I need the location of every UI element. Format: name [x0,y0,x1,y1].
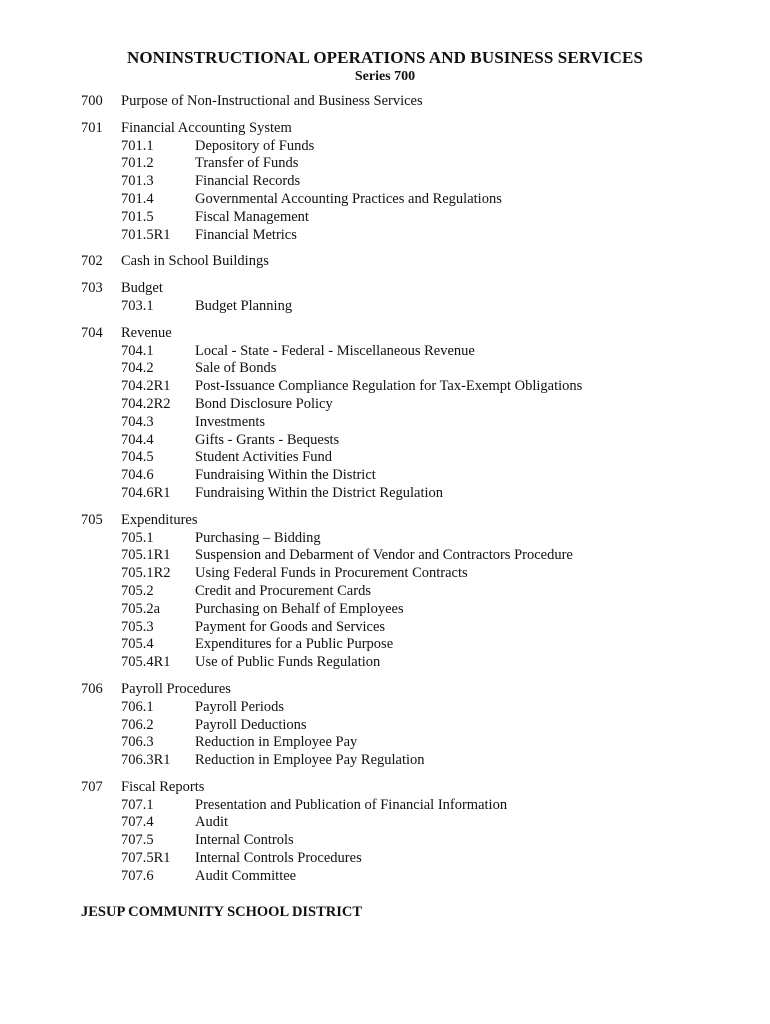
policy-entry [81,227,721,245]
policy-entry [81,191,721,209]
policy-entry [81,814,721,832]
policy-title: Fundraising Within the District Regulation [195,484,444,501]
policy-entry [81,396,721,414]
section-number: 704 [81,324,103,341]
policy-entry [81,583,721,601]
policy-entry [81,138,721,156]
policy-entry [81,717,721,735]
policy-number: 701.3 [121,173,154,190]
policy-title: Payroll Periods [195,698,285,715]
policy-number: 705.2a [121,600,161,617]
policy-entry [81,173,721,191]
section-title: Financial Accounting System [121,119,292,136]
policy-entry [81,467,721,485]
policy-entry [81,530,721,548]
policy-entry [81,209,721,227]
policy-number: 704.5 [121,449,154,466]
section-number: 702 [81,253,103,270]
policy-entry [81,155,721,173]
policy-title: Expenditures for a Public Purpose [195,636,394,653]
policy-number: 706.1 [121,698,154,715]
policy-number: 701.5R1 [121,226,171,243]
section-title: Budget [121,280,163,297]
policy-entry [81,343,721,361]
section-heading [81,253,721,271]
policy-title: Suspension and Debarment of Vendor and Contractors Procedure [195,547,573,564]
section-title: Expenditures [121,511,198,528]
policy-number: 704.3 [121,413,154,430]
policy-title: Gifts - Grants - Bequests [195,431,340,448]
policy-entry [81,619,721,637]
section-number: 700 [81,93,103,109]
policy-entry [81,699,721,717]
policy-title: Financial Metrics [195,226,297,243]
policy-number: 704.6R1 [121,484,171,501]
policy-number: 704.2 [121,360,154,377]
policy-entry [81,547,721,565]
section-number: 705 [81,511,103,528]
section-heading [81,512,721,530]
section-705 [81,512,721,672]
policy-number: 707.5 [121,832,154,849]
policy-number: 704.4 [121,431,154,448]
policy-entry [81,734,721,752]
district-name: JESUP COMMUNITY SCHOOL DISTRICT [81,904,363,920]
policy-title: Credit and Procurement Cards [195,582,371,599]
section-title: Cash in School Buildings [121,253,269,270]
policy-number: 701.4 [121,190,154,207]
policy-title: Governmental Accounting Practices and Regulations [195,190,502,207]
policy-entry [81,797,721,815]
policy-entry [81,752,721,770]
policy-title: Local - State - Federal - Miscellaneous Revenue [195,342,475,359]
policy-number: 704.2R1 [121,378,171,395]
section-706 [81,681,721,770]
policy-title: Depository of Funds [195,137,315,154]
section-heading [81,325,721,343]
policy-entry [81,298,721,316]
table-of-contents [81,93,721,895]
page-title: NONINSTRUCTIONAL OPERATIONS AND BUSINESS SERVICES [126,48,643,67]
policy-number: 703.1 [121,297,154,314]
policy-title: Reduction in Employee Pay [195,734,358,751]
policy-entry [81,654,721,672]
policy-title: Budget Planning [195,297,293,314]
policy-number: 701.5 [121,208,154,225]
policy-title: Fiscal Management [195,208,309,225]
section-702 [81,253,721,271]
policy-number: 705.1R1 [121,547,171,564]
section-704 [81,325,721,503]
policy-title: Financial Records [195,173,301,190]
policy-title: Internal Controls [195,832,294,849]
policy-number: 705.2 [121,582,154,599]
policy-number: 701.2 [121,155,154,172]
policy-entry [81,850,721,868]
policy-title: Investments [195,413,266,430]
policy-title: Transfer of Funds [195,155,299,172]
policy-entry [81,601,721,619]
policy-title: Audit [195,814,229,831]
policy-title: Use of Public Funds Regulation [195,654,381,671]
section-703 [81,280,721,316]
section-title: Revenue [121,324,172,341]
policy-number: 706.3R1 [121,752,171,769]
policy-entry [81,414,721,432]
policy-number: 704.1 [121,342,154,359]
section-number: 703 [81,280,103,297]
section-701 [81,120,721,245]
policy-title: Internal Controls Procedures [195,850,362,867]
policy-number: 707.1 [121,796,154,813]
policy-entry [81,868,721,886]
section-number: 701 [81,119,103,136]
policy-entry [81,360,721,378]
policy-number: 704.6 [121,467,154,484]
policy-title: Sale of Bonds [195,360,277,377]
section-heading [81,681,721,699]
section-title: Payroll Procedures [121,680,231,697]
policy-title: Post-Issuance Compliance Regulation for Tax-Exempt Obligations [195,378,583,395]
policy-number: 705.4R1 [121,654,171,671]
section-700 [81,93,721,111]
policy-entry [81,565,721,583]
policy-title: Audit Committee [195,867,297,884]
page-subtitle: Series 700 [354,69,416,84]
policy-entry [81,485,721,503]
section-707 [81,779,721,886]
section-heading [81,280,721,298]
section-number: 707 [81,778,103,795]
policy-title: Payroll Deductions [195,716,307,733]
policy-number: 705.3 [121,618,154,635]
section-title: Fiscal Reports [121,778,205,795]
section-title: Purpose of Non-Instructional and Business Services [121,93,423,109]
policy-title: Presentation and Publication of Financial Information [195,796,508,813]
policy-number: 706.3 [121,734,154,751]
policy-number: 707.4 [121,814,154,831]
policy-title: Using Federal Funds in Procurement Contracts [195,565,468,582]
policy-number: 705.1R2 [121,565,171,582]
policy-number: 705.4 [121,636,154,653]
policy-title: Purchasing – Bidding [195,529,321,546]
policy-number: 704.2R2 [121,395,171,412]
policy-entry [81,832,721,850]
policy-number: 707.6 [121,867,154,884]
policy-entry [81,432,721,450]
policy-number: 701.1 [121,137,154,154]
section-heading [81,120,721,138]
section-heading [81,93,721,111]
policy-title: Purchasing on Behalf of Employees [195,600,404,617]
policy-entry [81,636,721,654]
policy-entry [81,378,721,396]
policy-title: Payment for Goods and Services [195,618,386,635]
policy-entry [81,449,721,467]
section-heading [81,779,721,797]
policy-number: 707.5R1 [121,850,171,867]
policy-title: Fundraising Within the District [195,467,376,484]
section-number: 706 [81,680,103,697]
policy-number: 705.1 [121,529,154,546]
policy-title: Reduction in Employee Pay Regulation [195,752,425,769]
policy-title: Student Activities Fund [195,449,332,466]
policy-number: 706.2 [121,716,154,733]
policy-title: Bond Disclosure Policy [195,395,333,412]
